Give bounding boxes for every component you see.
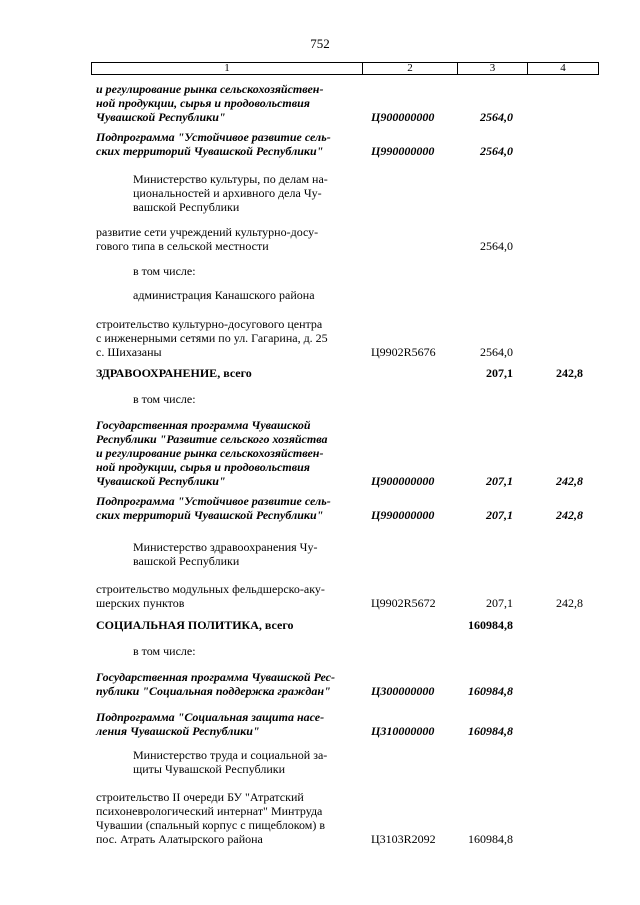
row-value-col3: 160984,8	[468, 832, 513, 846]
row-value-col4: 242,8	[556, 508, 583, 522]
description-line: Министерство труда и социальной за-	[133, 748, 328, 762]
row-description	[96, 82, 349, 124]
description-line: строительство модульных фельдшерско-аку-	[96, 582, 325, 596]
description-line: ной продукции, сырья и продовольствия	[96, 96, 310, 110]
column-header-2: 2	[363, 63, 458, 74]
row-description	[133, 748, 349, 776]
description-line: СОЦИАЛЬНАЯ ПОЛИТИКА, всего	[96, 618, 294, 632]
description-line: строительство культурно-досугового центра	[96, 317, 323, 331]
row-code: Ц310000000	[371, 724, 435, 738]
description-line: Чувашской Республики"	[96, 474, 226, 488]
description-line: щиты Чувашской Республики	[133, 762, 286, 776]
row-description	[133, 172, 349, 214]
row-description	[96, 494, 349, 522]
row-description	[96, 618, 349, 632]
row-description	[133, 644, 386, 658]
column-header-4: 4	[560, 62, 566, 74]
row-description	[96, 130, 349, 158]
description-line: Министерство здравоохранения Чу-	[133, 540, 318, 554]
row-value-col3: 207,1	[486, 474, 513, 488]
description-line: с инженерными сетями по ул. Гагарина, д. 25	[96, 331, 328, 345]
row-code: Ц9902R5672	[371, 596, 436, 610]
description-line: Подпрограмма "Устойчивое развитие сель-	[96, 494, 331, 508]
row-description	[96, 317, 349, 359]
row-description	[96, 790, 349, 846]
row-description	[96, 582, 349, 610]
row-code: Ц3103R2092	[371, 832, 436, 846]
description-line: ских территорий Чувашской Республики"	[96, 508, 324, 522]
description-line: Республики "Развитие сельского хозяйства	[96, 432, 328, 446]
description-line: Государственная программа Чувашской Рес-	[96, 670, 335, 684]
row-code: Ц990000000	[371, 144, 435, 158]
row-code: Ц900000000	[371, 110, 435, 124]
row-code: Ц300000000	[371, 684, 435, 698]
description-line: Чувашской Республики"	[96, 110, 226, 124]
description-line: Подпрограмма "Социальная защита насе-	[96, 710, 325, 724]
description-line: ЗДРАВООХРАНЕНИЕ, всего	[96, 366, 252, 380]
row-description	[133, 264, 386, 278]
description-line: и регулирование рынка сельскохозяйствен-	[96, 82, 324, 96]
row-code: Ц9902R5676	[371, 345, 436, 359]
row-value-col3: 2564,0	[480, 110, 513, 124]
description-line: вашской Республики	[133, 200, 240, 214]
description-line: развитие сети учреждений культурно-досу-	[96, 225, 319, 239]
description-line: вашской Республики	[133, 554, 240, 568]
row-value-col3: 160984,8	[468, 618, 513, 632]
row-description	[96, 366, 349, 380]
row-value-col3: 2564,0	[480, 239, 513, 253]
column-header-3: 3	[458, 63, 528, 74]
row-value-col3: 207,1	[486, 508, 513, 522]
row-code: Ц990000000	[371, 508, 435, 522]
description-line: Государственная программа Чувашской	[96, 418, 311, 432]
row-value-col3: 160984,8	[468, 724, 513, 738]
row-code: Ц900000000	[371, 474, 435, 488]
page-number: 752	[310, 36, 330, 51]
row-description	[96, 418, 349, 488]
row-value-col3: 2564,0	[480, 345, 513, 359]
description-line: с. Шихазаны	[96, 345, 162, 359]
description-line: циональностей и архивного дела Чу-	[133, 186, 322, 200]
description-line: в том числе:	[133, 264, 196, 278]
column-header-1: 1	[92, 63, 363, 74]
description-line: пос. Атрать Алатырского района	[96, 832, 263, 846]
description-line: строительство II очереди БУ "Атратский	[96, 790, 304, 804]
column-header-row	[91, 62, 599, 75]
description-line: гового типа в сельской местности	[96, 239, 269, 253]
row-description	[133, 540, 349, 568]
row-value-col3: 2564,0	[480, 144, 513, 158]
description-line: и регулирование рынка сельскохозяйствен-	[96, 446, 324, 460]
row-description	[133, 392, 386, 406]
description-line: администрация Канашского района	[133, 288, 315, 302]
row-description	[133, 288, 349, 302]
description-line: ления Чувашской Республики"	[96, 724, 260, 738]
row-value-col4: 242,8	[556, 366, 583, 380]
description-line: ских территорий Чувашской Республики"	[96, 144, 324, 158]
row-value-col3: 207,1	[486, 596, 513, 610]
description-line: Чувашии (спальный корпус с пищеблоком) в	[96, 818, 326, 832]
description-line: шерских пунктов	[96, 596, 185, 610]
row-description	[96, 225, 349, 253]
description-line: ной продукции, сырья и продовольствия	[96, 460, 310, 474]
row-value-col3: 207,1	[486, 366, 513, 380]
description-line: в том числе:	[133, 644, 196, 658]
description-line: в том числе:	[133, 392, 196, 406]
description-line: Подпрограмма "Устойчивое развитие сель-	[96, 130, 331, 144]
row-value-col3: 160984,8	[468, 684, 513, 698]
row-description	[96, 710, 349, 738]
row-value-col4: 242,8	[556, 474, 583, 488]
row-value-col4: 242,8	[556, 596, 583, 610]
description-line: публики "Социальная поддержка граждан"	[96, 684, 331, 698]
description-line: Министерство культуры, по делам на-	[133, 172, 328, 186]
row-description	[96, 670, 349, 698]
description-line: психоневрологический интернат" Минтруда	[96, 804, 323, 818]
